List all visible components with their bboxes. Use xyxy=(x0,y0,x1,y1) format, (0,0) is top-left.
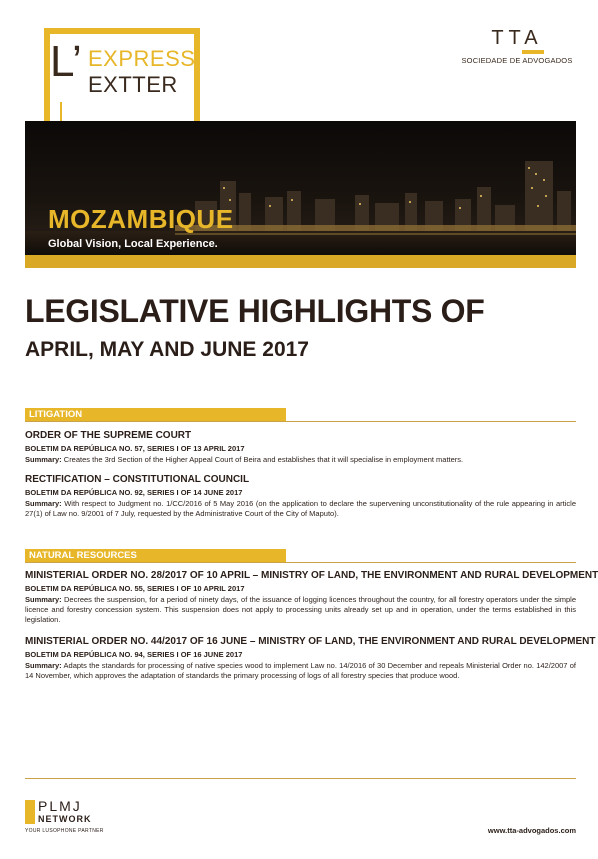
summary-text: Adapts the standards for processing of native species wood to implement Law no. 14/2016 of 30 December and repeals Ministerial Order no. 142/2007 of 14 November, which approves the adaptation of standards the primary processing of logs of all forestry species that produce wood. xyxy=(25,661,576,680)
list-item xyxy=(25,570,598,625)
item-summary xyxy=(25,595,576,625)
network-name: PLMJ xyxy=(38,798,82,814)
summary-text: With respect to Judgment no. 1/CC/2016 of 5 May 2016 (on the application to declare the supervening unconstitutionality of the rule appearing in article 27(1) of Law no. 9/2001 of 7 July, requested by the Administrative Court of the City of Maputo). xyxy=(25,499,576,518)
summary-label: Summary: xyxy=(25,455,62,464)
section-header-natural-resources: NATURAL RESOURCES xyxy=(25,549,286,562)
page-subtitle: APRIL, MAY AND JUNE 2017 xyxy=(25,338,309,361)
item-reference: BOLETIM DA REPÚBLICA NO. 92, SERIES I OF 14 JUNE 2017 xyxy=(25,488,243,497)
item-title: RECTIFICATION – CONSTITUTIONAL COUNCIL xyxy=(25,474,250,485)
list-item xyxy=(25,636,596,681)
item-reference: BOLETIM DA REPÚBLICA NO. 55, SERIES I OF 10 APRIL 2017 xyxy=(25,584,245,593)
logo-extter: EXTTER xyxy=(88,72,178,97)
network-label: NETWORK xyxy=(38,814,92,824)
firm-accent-bar xyxy=(522,50,544,54)
firm-logo xyxy=(458,28,576,65)
summary-label: Summary: xyxy=(25,661,62,670)
firm-subtitle: SOCIEDADE DE ADVOGADOS xyxy=(461,56,573,65)
item-reference: BOLETIM DA REPÚBLICA NO. 57, SERIES I OF 13 APRIL 2017 xyxy=(25,444,245,453)
city-skyline-image xyxy=(25,121,576,255)
item-title: MINISTERIAL ORDER NO. 28/2017 OF 10 APRIL – MINISTRY OF LAND, THE ENVIRONMENT AND RURAL DEVELOPMENT xyxy=(25,570,598,581)
section-header-litigation: LITIGATION xyxy=(25,408,286,421)
country-name: MOZAMBIQUE xyxy=(48,204,234,234)
banner-accent-strip xyxy=(25,255,576,268)
summary-text: Decrees the suspension, for a period of ninety days, of the issuance of logging licences throughout the country, for all forestry operators under the simple licence and forestry concession system. This suspension does not apply to processing units already set up and in operation, under the terms established in this legislation. xyxy=(25,595,576,624)
page-title: LEGISLATIVE HIGHLIGHTS OF xyxy=(25,293,485,329)
item-summary xyxy=(25,455,576,465)
list-item xyxy=(25,430,576,465)
plmj-logo-icon xyxy=(25,800,35,824)
item-title: ORDER OF THE SUPREME COURT xyxy=(25,430,192,441)
item-summary xyxy=(25,661,576,681)
city-skyline-banner xyxy=(25,121,576,255)
summary-label: Summary: xyxy=(25,499,62,508)
firm-name: TTA xyxy=(491,27,543,49)
network-tagline: YOUR LUSOPHONE PARTNER xyxy=(25,828,104,834)
section-divider xyxy=(25,562,576,563)
logo-express: EXPRESS xyxy=(88,46,196,71)
section-divider xyxy=(25,421,576,422)
website-link[interactable]: www.tta-advogados.com xyxy=(487,826,576,835)
item-reference: BOLETIM DA REPÚBLICA NO. 94, SERIES I OF 16 JUNE 2017 xyxy=(25,650,243,659)
summary-label: Summary: xyxy=(25,595,62,604)
item-summary xyxy=(25,499,576,519)
tagline: Global Vision, Local Experience. xyxy=(48,238,218,250)
item-title: MINISTERIAL ORDER NO. 44/2017 OF 16 JUNE – MINISTRY OF LAND, THE ENVIRONMENT AND RURAL DEVELOPMENT xyxy=(25,636,596,647)
footer-divider xyxy=(25,778,576,779)
logo-letter: L’ xyxy=(50,37,82,86)
summary-text: Creates the 3rd Section of the Higher Appeal Court of Beira and establishes that it will specialise in employment matters. xyxy=(61,455,464,464)
list-item xyxy=(25,474,576,519)
